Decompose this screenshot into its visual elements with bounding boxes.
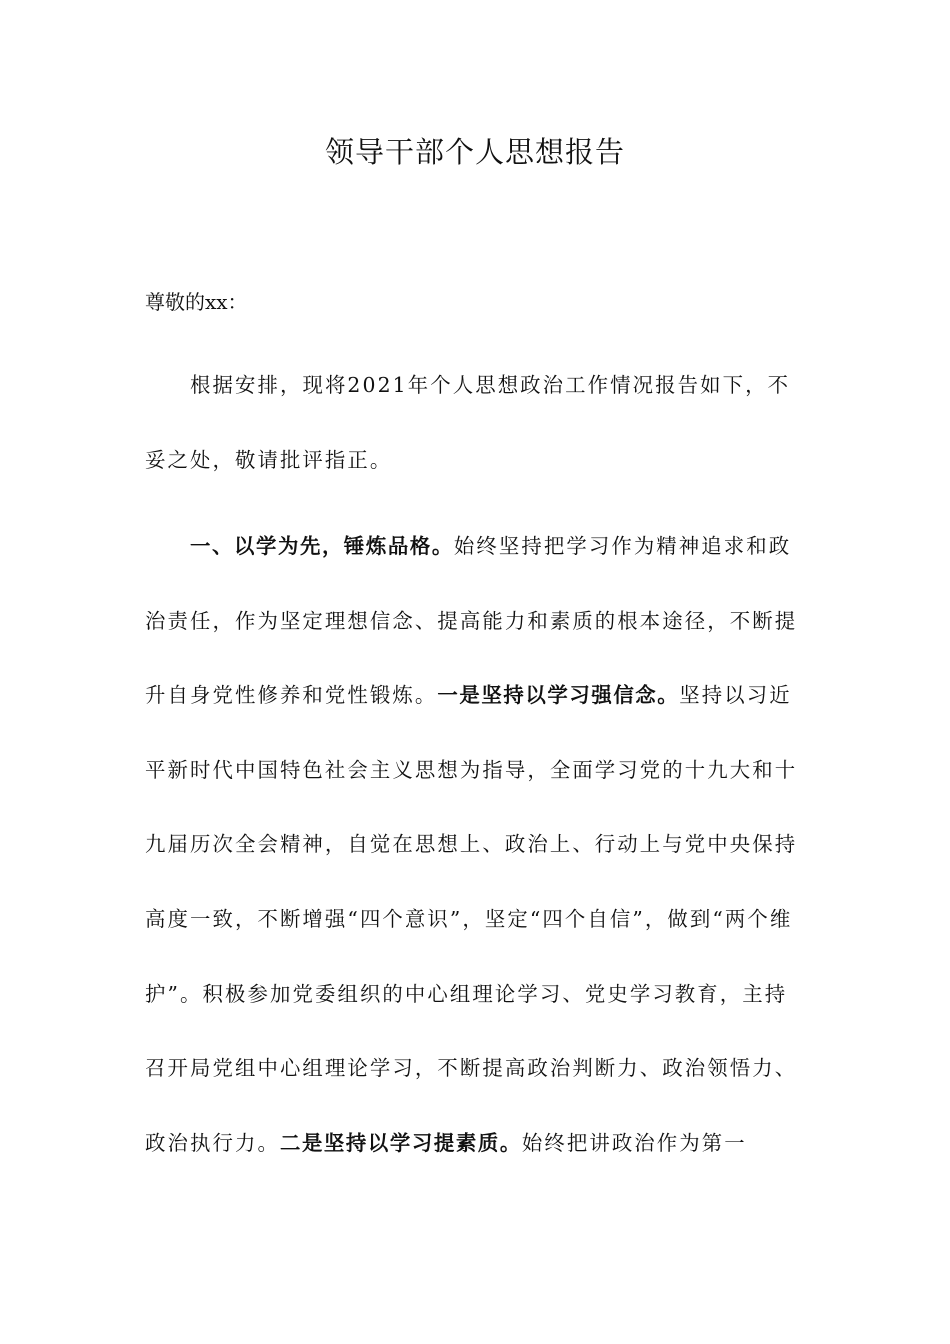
section-1-paragraph [145,509,805,1180]
intro-paragraph: 根据安排，现将2021年个人思想政治工作情况报告如下，不妥之处，敬请批评指正。 [145,373,791,472]
salutation: 尊敬的xx： [145,290,248,314]
point-2-heading: 二是坚持以学习提素质。 [279,1130,522,1155]
section-1-heading: 一、以学为先，锤炼品格。 [190,534,454,558]
point-1-text: 坚持以习近平新时代中国特色社会主义思想为指导，全面学习党的十九大和十九届历次全会精神，自觉在思想上、政治上、行动上与党中央保持高度一致，不断增强“四个意识”，坚定“四个自信”，做到“两个维护”。积极参加党委组织的中心组理论学习、党史学习教育，主持召开局党组中心组理论学习，不断提高政治判断力、政治领悟力、政治执行力。 [145,683,798,1155]
point-1-heading: 一是坚持以学习强信念。 [437,683,680,708]
document-title: 领导干部个人思想报告 [324,135,625,169]
section-1-text: 始终坚持把学习作为精神追求和政治责任，作为坚定理想信念、提高能力和素质的根本途径，不断提升自身党性修养和党性锻炼。 [145,534,798,708]
point-2-text: 始终把讲政治作为第一 [521,1130,747,1155]
